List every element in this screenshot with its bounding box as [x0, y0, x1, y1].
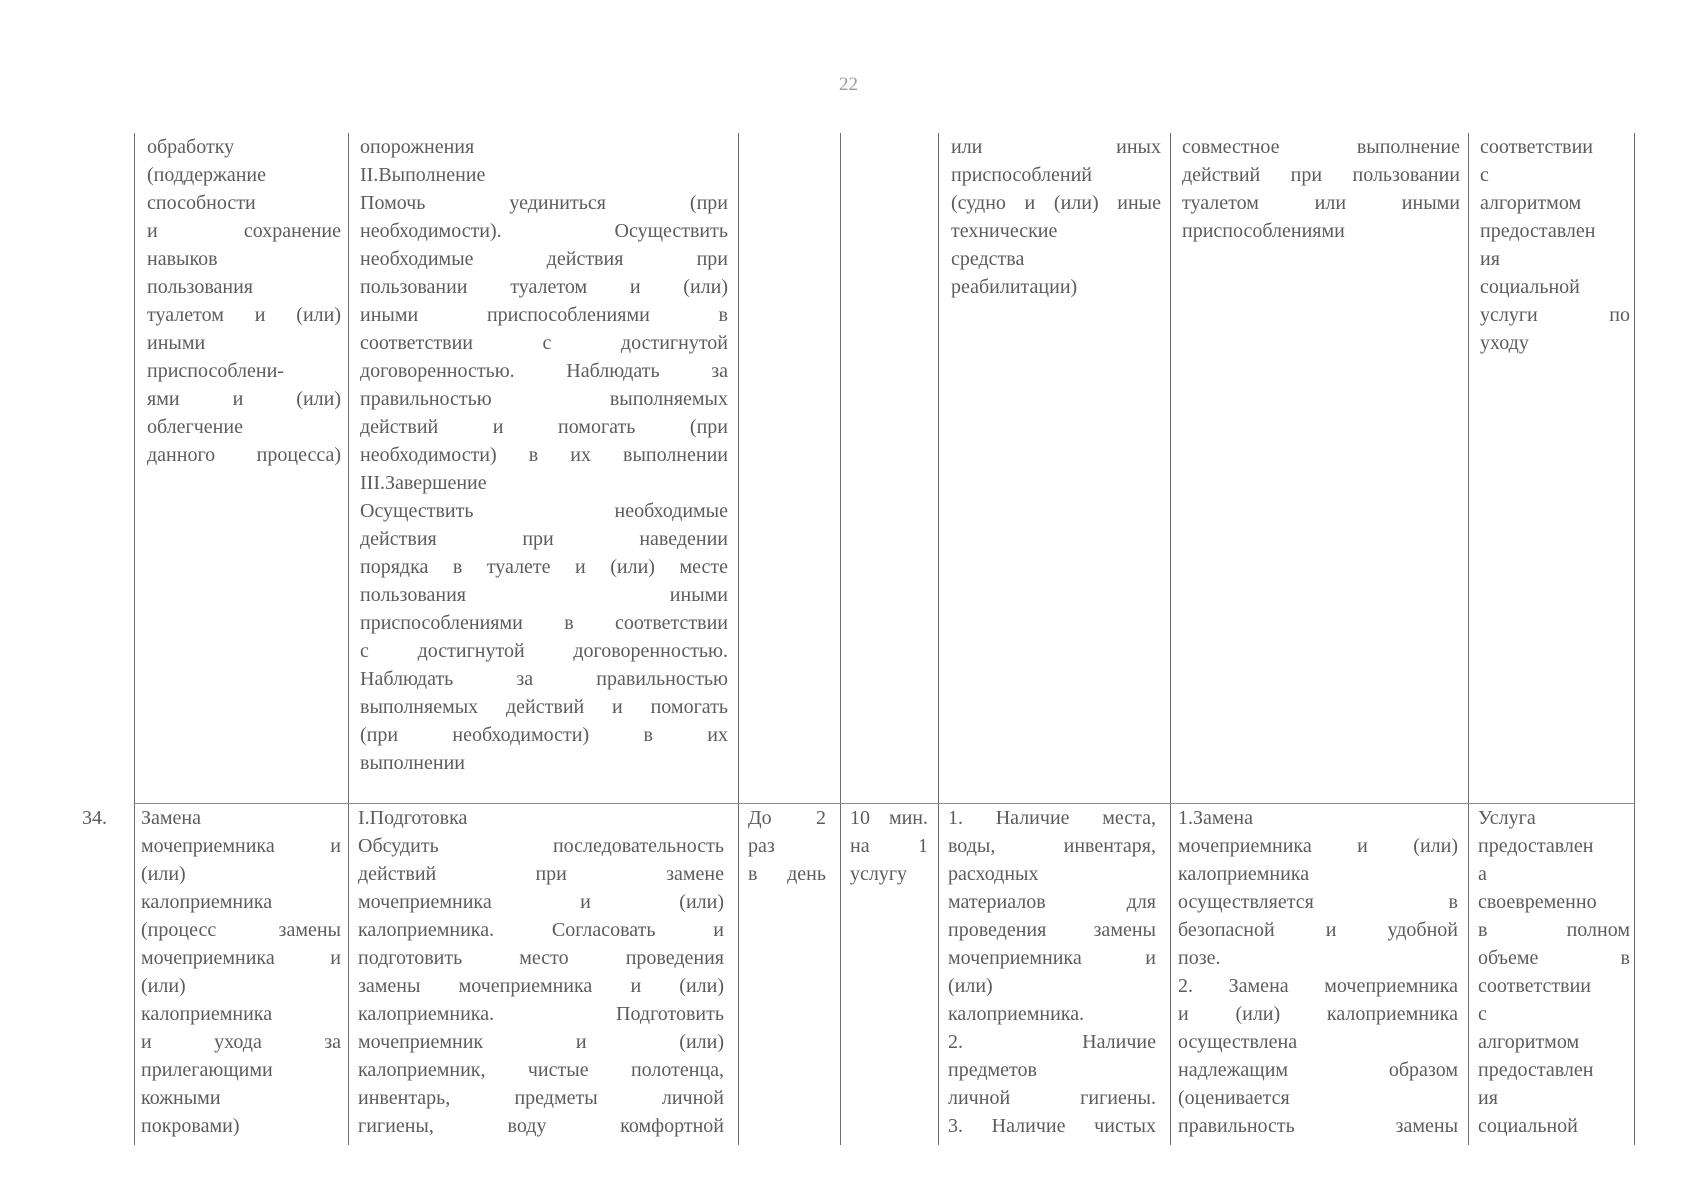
- column-border: [134, 133, 135, 1145]
- text-line: покровами): [141, 1115, 240, 1137]
- text-line: кожными: [141, 1087, 221, 1109]
- text-line: замены мочеприемника и (или): [358, 975, 724, 997]
- text-line: договоренностью. Наблюдать за: [360, 360, 728, 382]
- frequency-cell: [748, 804, 826, 888]
- text-line: Замена: [141, 807, 202, 829]
- text-line: своевременно: [1478, 891, 1597, 913]
- text-line: правильность замены: [1178, 1115, 1458, 1137]
- text-line: туалетом и (или): [147, 304, 341, 326]
- text-line: соответствии с достигнутой: [360, 332, 728, 354]
- text-line: данного процесса): [147, 444, 341, 466]
- text-line: предоставлен: [1478, 1059, 1594, 1081]
- row-number: 34.: [82, 807, 107, 829]
- text-line: расходных: [948, 863, 1039, 885]
- text-line: безопасной и удобной: [1178, 919, 1458, 941]
- text-line: калоприемник, чистые полотенца,: [358, 1059, 724, 1081]
- text-line: алгоритмом: [1478, 1031, 1580, 1053]
- text-line: проведения замены: [948, 919, 1156, 941]
- text-line: 10 мин.: [850, 807, 928, 829]
- text-line: и (или) калоприемника: [1178, 1003, 1458, 1025]
- text-line: реабилитации): [951, 276, 1078, 298]
- text-line: Наблюдать за правильностью: [360, 668, 728, 690]
- text-line: услугу: [850, 863, 908, 885]
- column-border: [738, 133, 739, 1145]
- text-line: социальной: [1480, 276, 1580, 298]
- text-line: 1. Наличие места,: [948, 807, 1156, 829]
- text-line: ями и (или): [147, 388, 341, 410]
- text-line: (при необходимости) в их: [360, 724, 728, 746]
- column-border: [840, 133, 841, 1145]
- text-line: способности: [147, 192, 256, 214]
- text-line: 3. Наличие чистых: [948, 1115, 1156, 1137]
- page-number: 22: [839, 74, 858, 95]
- column-border: [938, 133, 939, 1145]
- text-line: материалов для: [948, 891, 1156, 913]
- text-line: 2. Замена мочеприемника: [1178, 975, 1458, 997]
- text-line: мочеприемника и (или): [358, 891, 724, 913]
- text-line: туалетом или иными: [1182, 192, 1460, 214]
- text-line: Осуществить необходимые: [360, 500, 728, 522]
- text-line: или иных: [951, 136, 1161, 158]
- column-border: [1170, 133, 1171, 1145]
- service-content-cell: [360, 133, 728, 777]
- text-line: необходимости) в их выполнении: [360, 444, 728, 466]
- text-line: калоприемника. Согласовать и: [358, 919, 724, 941]
- text-line: социальной: [1478, 1115, 1578, 1137]
- text-line: совместное выполнение: [1182, 136, 1460, 158]
- text-line: III.Завершение: [360, 472, 487, 494]
- text-line: облегчение: [147, 416, 243, 438]
- text-line: уходу: [1480, 332, 1529, 354]
- text-line: мочеприемника и: [141, 947, 341, 969]
- text-line: подготовить место проведения: [358, 947, 724, 969]
- text-line: До 2: [748, 807, 826, 829]
- text-line: правильностью выполняемых: [360, 388, 728, 410]
- text-line: навыков: [147, 248, 218, 270]
- text-line: мочеприемника и (или): [1178, 835, 1458, 857]
- text-line: прилегающими: [141, 1059, 273, 1081]
- text-line: действий и помогать (при: [360, 416, 728, 438]
- column-border: [1634, 133, 1635, 1145]
- text-line: калоприемника: [1178, 863, 1310, 885]
- text-line: предметов: [948, 1059, 1037, 1081]
- text-line: позе.: [1178, 947, 1221, 969]
- text-line: пользования иными: [360, 584, 728, 606]
- column-border: [1468, 133, 1469, 1145]
- service-name-cell: [147, 133, 341, 469]
- text-line: I.Подготовка: [358, 807, 468, 829]
- text-line: порядка в туалете и (или) месте: [360, 556, 728, 578]
- text-line: а: [1478, 863, 1487, 885]
- text-line: ия: [1478, 1087, 1498, 1109]
- text-line: осуществляется в: [1178, 891, 1458, 913]
- text-line: 1.Замена: [1178, 807, 1254, 829]
- text-line: осуществлена: [1178, 1031, 1298, 1053]
- text-line: воды, инвентаря,: [948, 835, 1156, 857]
- text-line: необходимые действия при: [360, 248, 728, 270]
- text-line: раз: [748, 835, 775, 857]
- text-line: приспособлениями: [1182, 220, 1345, 242]
- text-line: 2. Наличие: [948, 1031, 1156, 1053]
- text-line: калоприемника: [141, 1003, 273, 1025]
- text-line: соответствии: [1480, 136, 1594, 158]
- text-line: средства: [951, 248, 1025, 270]
- time-cell: [850, 804, 928, 888]
- text-line: предоставлен: [1480, 220, 1596, 242]
- text-line: с: [1480, 164, 1489, 186]
- text-line: иными: [147, 332, 206, 354]
- text-line: действий при пользовании: [1182, 164, 1460, 186]
- evaluation-cell: [1480, 133, 1630, 357]
- text-line: предоставлен: [1478, 835, 1594, 857]
- text-line: (оценивается: [1178, 1087, 1290, 1109]
- text-line: приспособлениями в соответствии: [360, 612, 728, 634]
- text-line: мочеприемник и (или): [358, 1031, 724, 1053]
- text-line: выполняемых действий и помогать: [360, 696, 728, 718]
- text-line: мочеприемника и: [948, 947, 1156, 969]
- text-line: выполнении: [360, 752, 465, 774]
- text-line: мочеприемника и: [141, 835, 341, 857]
- text-line: инвентарь, предметы личной: [358, 1087, 724, 1109]
- conditions-cell: [1182, 133, 1460, 245]
- text-line: в полном: [1478, 919, 1630, 941]
- column-border: [348, 133, 349, 1145]
- text-line: пользования: [147, 276, 253, 298]
- text-line: соответствии: [1478, 975, 1592, 997]
- text-line: действий при замене: [358, 863, 724, 885]
- text-line: с достигнутой договоренностью.: [360, 640, 728, 662]
- text-line: алгоритмом: [1480, 192, 1582, 214]
- text-line: калоприемника. Подготовить: [358, 1003, 724, 1025]
- text-line: пользовании туалетом и (или): [360, 276, 728, 298]
- text-line: иными приспособлениями в: [360, 304, 728, 326]
- text-line: технические: [951, 220, 1058, 242]
- text-line: личной гигиены.: [948, 1087, 1156, 1109]
- text-line: (процесс замены: [141, 919, 341, 941]
- indicators-cell: [948, 804, 1156, 1140]
- text-line: на 1: [850, 835, 928, 857]
- service-name-cell: [141, 804, 341, 1140]
- text-line: опорожнения: [360, 136, 475, 158]
- text-line: действия при наведении: [360, 528, 728, 550]
- text-line: ия: [1480, 248, 1500, 270]
- text-line: и сохранение: [147, 220, 341, 242]
- text-line: Услуга: [1478, 807, 1536, 829]
- text-line: калоприемника.: [948, 1003, 1085, 1025]
- text-line: и ухода за: [141, 1031, 341, 1053]
- evaluation-cell: [1478, 804, 1630, 1140]
- text-line: услуги по: [1480, 304, 1630, 326]
- text-line: обработку: [147, 136, 235, 158]
- conditions-cell: [1178, 804, 1458, 1140]
- text-line: объеме в: [1478, 947, 1630, 969]
- text-line: с: [1478, 1003, 1487, 1025]
- text-line: приспособлени-: [147, 360, 284, 382]
- indicators-cell: [951, 133, 1161, 301]
- text-line: (поддержание: [147, 164, 266, 186]
- text-line: (судно и (или) иные: [951, 192, 1161, 214]
- text-line: приспособлений: [951, 164, 1093, 186]
- text-line: (или): [141, 863, 186, 885]
- text-line: (или): [141, 975, 186, 997]
- service-content-cell: [358, 804, 724, 1140]
- text-line: надлежащим образом: [1178, 1059, 1458, 1081]
- text-line: необходимости). Осуществить: [360, 220, 728, 242]
- text-line: (или): [948, 975, 993, 997]
- text-line: калоприемника: [141, 891, 273, 913]
- text-line: II.Выполнение: [360, 164, 486, 186]
- text-line: Помочь уединиться (при: [360, 192, 728, 214]
- text-line: Обсудить последовательность: [358, 835, 724, 857]
- text-line: гигиены, воду комфортной: [358, 1115, 724, 1137]
- text-line: в день: [748, 863, 826, 885]
